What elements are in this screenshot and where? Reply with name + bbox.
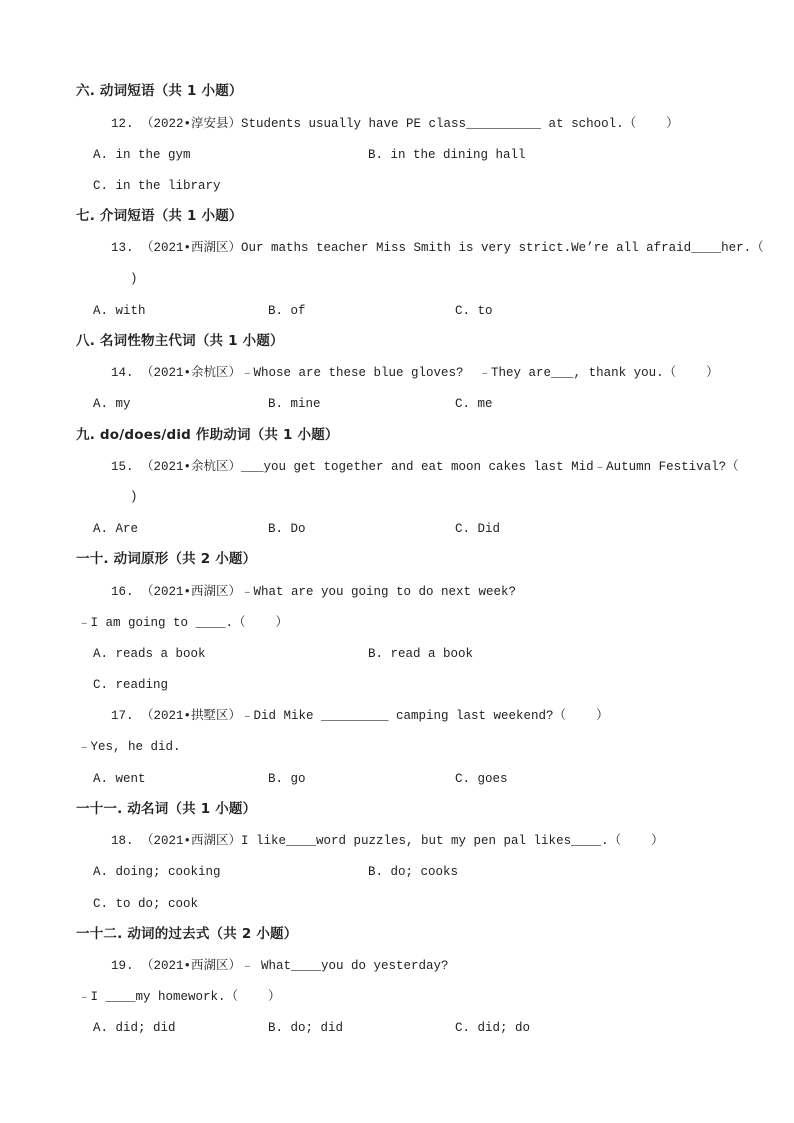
question-19-option-c: C. did; do xyxy=(455,1021,531,1035)
question-13-option-b: B. of xyxy=(268,304,306,318)
question-15-bracket: ) xyxy=(130,490,138,504)
question-15-text: 15. （2021•余杭区）___you get together and eat moon cakes last Mid﹣Autumn Festival?（ xyxy=(111,460,739,474)
question-12-text: 12. （2022•淳安县）Students usually have PE class__________ at school.（ ） xyxy=(111,117,679,131)
question-12-option-c: C. in the library xyxy=(93,179,221,193)
question-12-option-a: A. in the gym xyxy=(93,148,191,162)
question-13-text: 13. （2021•西湖区）Our maths teacher Miss Smith is very strict.We’re all afraid____her.（ xyxy=(111,241,764,255)
question-13-option-c: C. to xyxy=(455,304,493,318)
question-12-option-b: B. in the dining hall xyxy=(368,148,526,162)
question-16-option-c: C. reading xyxy=(93,678,169,692)
question-19-answer-line: ﹣I ____my homework.（ ） xyxy=(78,990,281,1004)
question-14-option-b: B. mine xyxy=(268,397,321,411)
question-13-option-a: A. with xyxy=(93,304,146,318)
question-16-option-b: B. read a book xyxy=(368,647,474,661)
question-14-text: 14. （2021•余杭区）﹣Whose are these blue gloves? ﹣They are___, thank you.（ ） xyxy=(111,366,719,380)
question-16-text: 16. （2021•西湖区）﹣What are you going to do next week? xyxy=(111,585,517,599)
question-18-text: 18. （2021•西湖区）I like____word puzzles, but my pen pal likes____.（ ） xyxy=(111,834,664,848)
question-16-answer-line: ﹣I am going to ____.（ ） xyxy=(78,616,289,630)
question-14-option-c: C. me xyxy=(455,397,493,411)
section-heading: 一十一. 动名词（共 1 小题） xyxy=(76,801,257,817)
section-heading: 八. 名词性物主代词（共 1 小题） xyxy=(76,333,284,349)
question-18-option-c: C. to do; cook xyxy=(93,897,199,911)
section-heading: 九. do/does/did 作助动词（共 1 小题） xyxy=(76,427,339,443)
question-13-bracket: ) xyxy=(130,272,138,286)
question-17-option-c: C. goes xyxy=(455,772,508,786)
question-19-option-a: A. did; did xyxy=(93,1021,176,1035)
question-18-option-b: B. do; cooks xyxy=(368,865,459,879)
question-17-answer-line: ﹣Yes, he did. xyxy=(78,740,181,754)
question-15-option-a: A. Are xyxy=(93,522,139,536)
section-heading: 一十二. 动词的过去式（共 2 小题） xyxy=(76,926,298,942)
question-15-option-b: B. Do xyxy=(268,522,306,536)
question-18-option-a: A. doing; cooking xyxy=(93,865,221,879)
question-15-option-c: C. Did xyxy=(455,522,501,536)
question-19-option-b: B. do; did xyxy=(268,1021,344,1035)
section-heading: 六. 动词短语（共 1 小题） xyxy=(76,83,243,99)
question-19-text: 19. （2021•西湖区）﹣ What____you do yesterday? xyxy=(111,959,449,973)
question-16-option-a: A. reads a book xyxy=(93,647,206,661)
section-heading: 七. 介词短语（共 1 小题） xyxy=(76,208,243,224)
question-17-option-a: A. went xyxy=(93,772,146,786)
section-heading: 一十. 动词原形（共 2 小题） xyxy=(76,551,257,567)
question-17-text: 17. （2021•拱墅区）﹣Did Mike _________ camping last weekend?（ ） xyxy=(111,709,609,723)
question-14-option-a: A. my xyxy=(93,397,131,411)
question-17-option-b: B. go xyxy=(268,772,306,786)
